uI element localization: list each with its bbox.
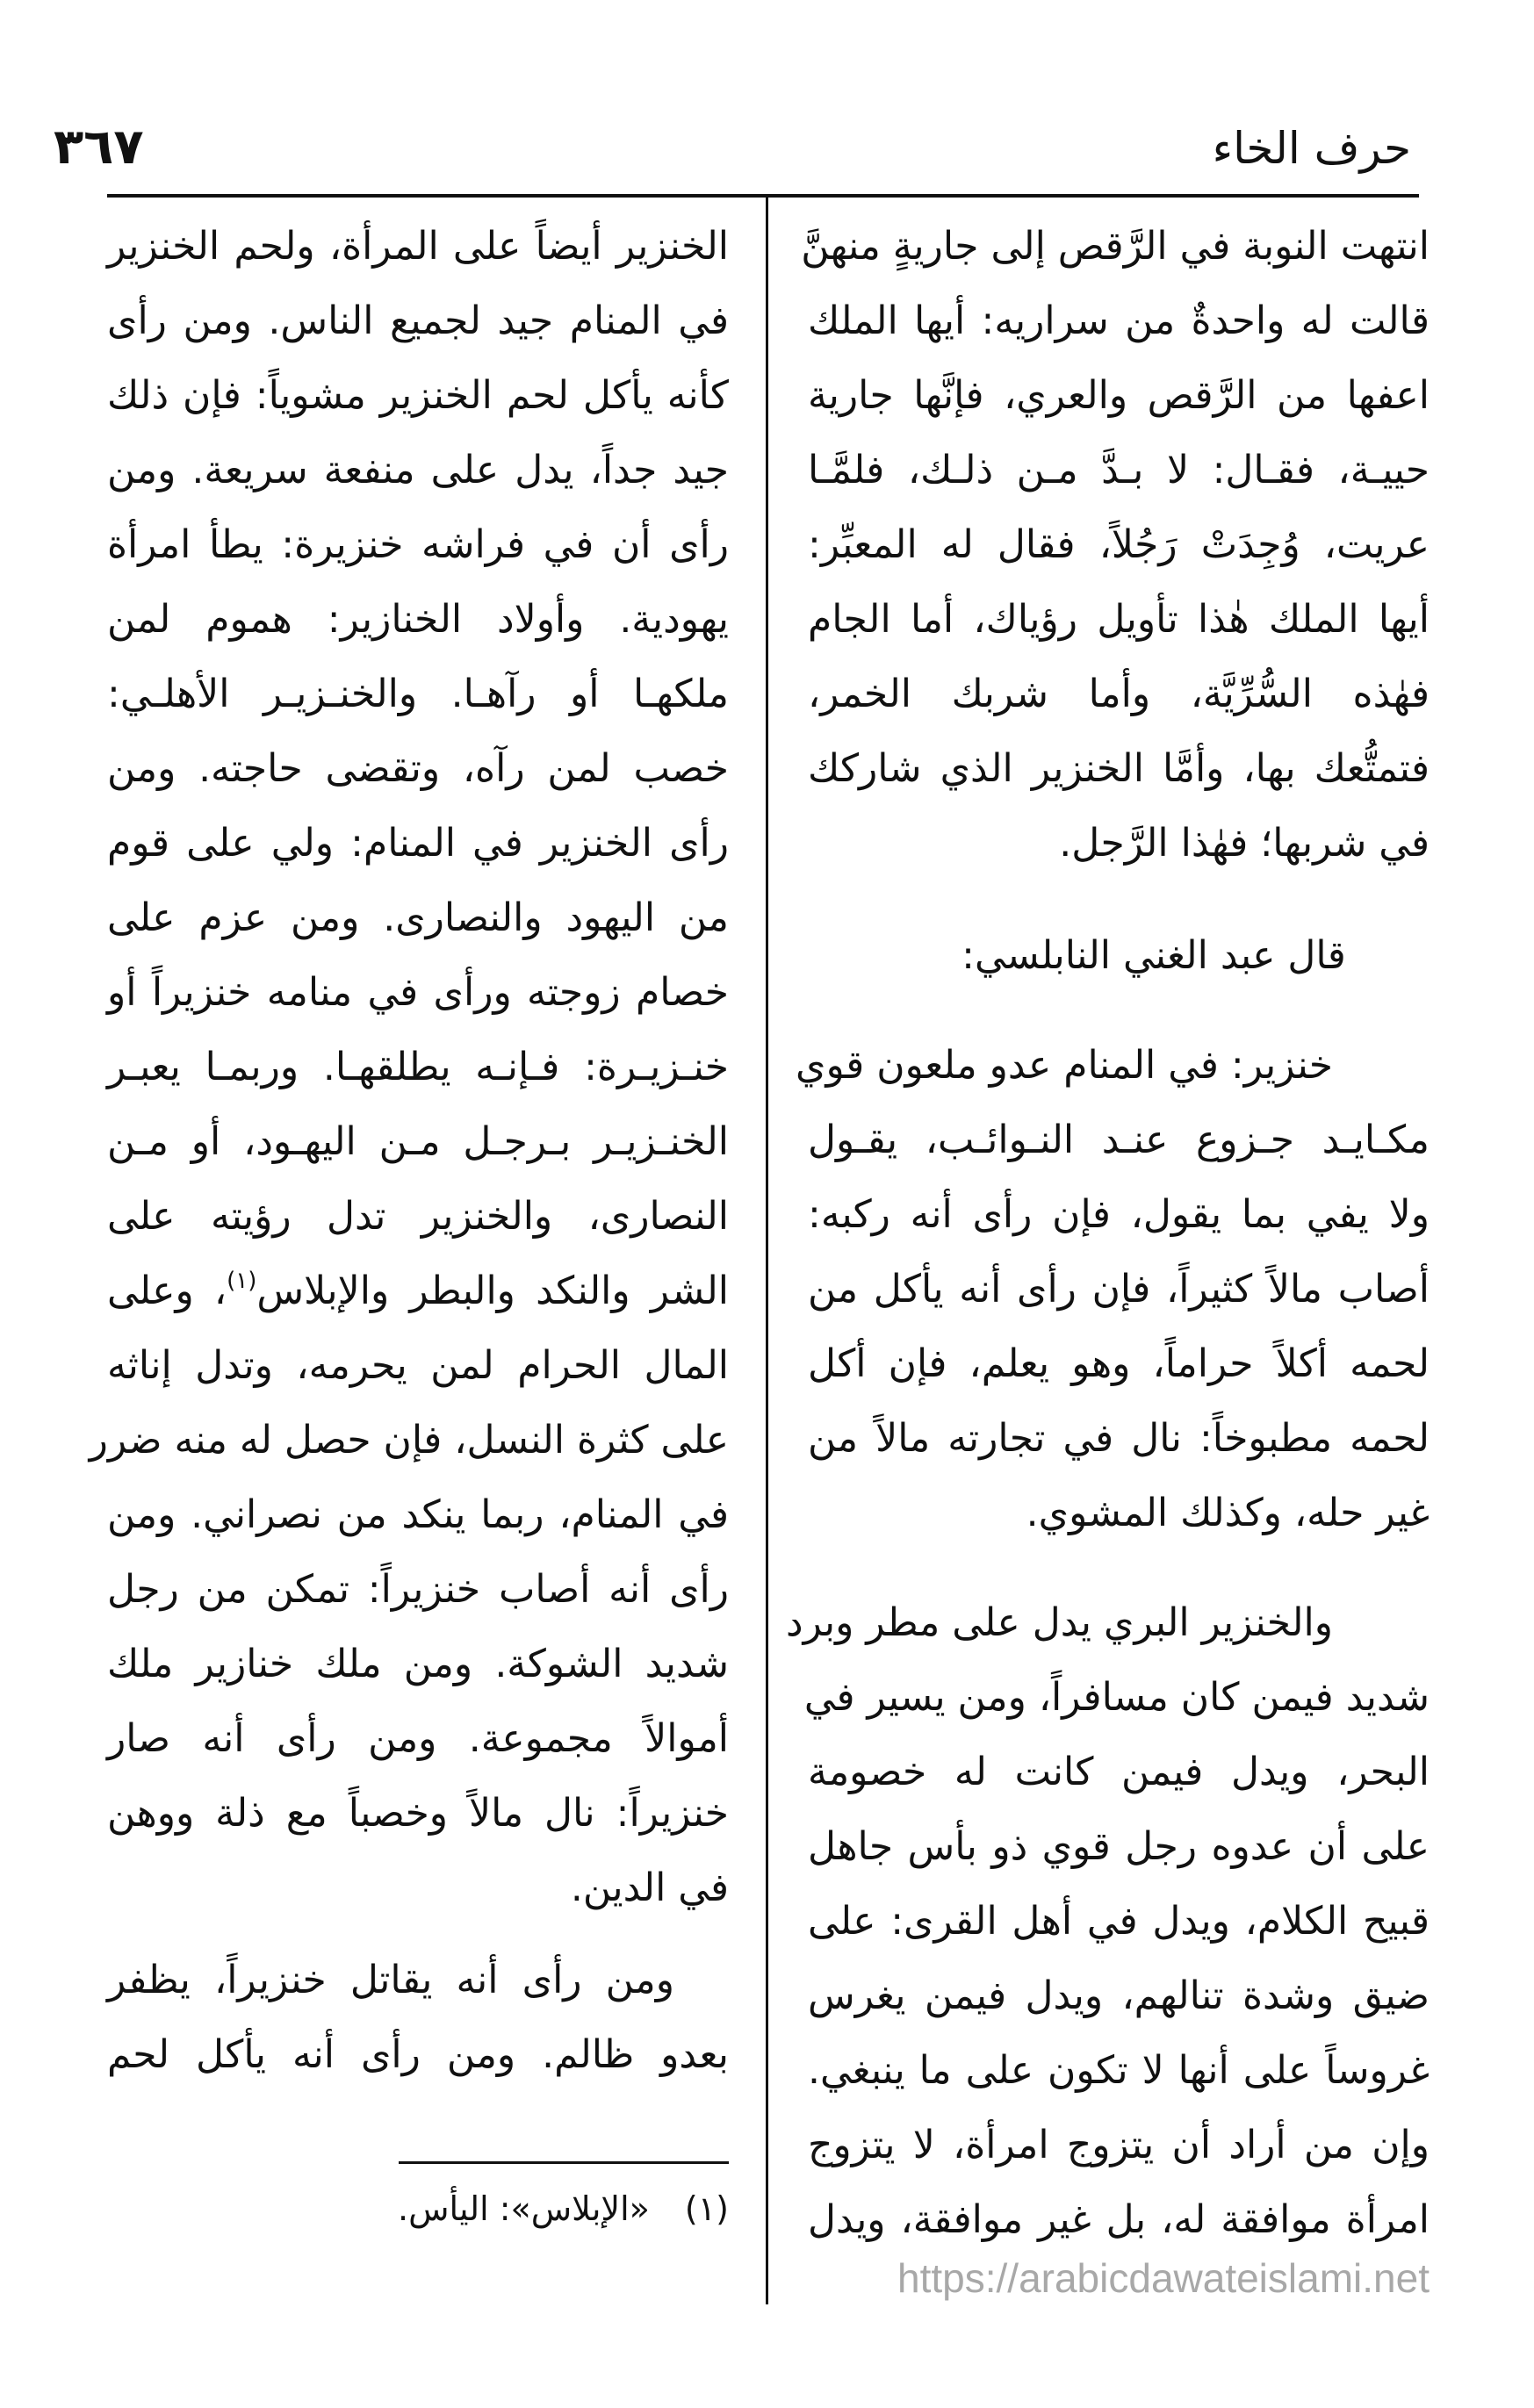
footnote — [107, 2186, 729, 2232]
footnote-text: «الإبلاس»: اليأس. — [398, 2189, 650, 2228]
text-segment: ، وعلى — [107, 1269, 227, 1313]
text-line: رأى أن في فراشه خنزيرة: يطأ امرأة — [107, 522, 729, 567]
text-line: خنزيراً: نال مالاً وخصباً مع ذلة ووهن — [107, 1791, 729, 1836]
text-line: بعدو ظالم. ومن رأى أنه يأكل لحم — [107, 2032, 729, 2077]
text-line: ضيق وشدة تنالهم، ويدل فيمن يغرس — [808, 1973, 1430, 2018]
text-line: على كثرة النسل، فإن حصل له منه ضرر — [89, 1418, 729, 1463]
text-line: في المنام جيد لجميع الناس. ومن رأى — [107, 298, 729, 343]
text-line: خنزير: في المنام عدو ملعون قوي — [796, 1043, 1333, 1088]
right-column — [785, 209, 1430, 2257]
text-line: رأى أنه أصاب خنزيراً: تمكن من رجل — [107, 1567, 729, 1612]
text-line: قبيح الكلام، ويدل في أهل القرى: على — [808, 1899, 1430, 1944]
footnote-marker: (١) — [684, 2189, 729, 2228]
paragraph — [801, 209, 1430, 881]
text-line: حييـة، فقـال: لا بـدَّ مـن ذلـك، فلمَّـا — [808, 448, 1430, 492]
text-line: فهٰذه السُّرِّيَّة، وأما شربك الخمر، — [808, 672, 1430, 716]
text-line: غروساً على أنها لا تكون على ما ينبغي. — [808, 2048, 1430, 2093]
text-line: شديد الشوكة. ومن ملك خنازير ملك — [107, 1642, 729, 1686]
text-line: ولا يفي بما يقول، فإن رأى أنه ركبه: — [808, 1192, 1430, 1237]
text-line: أصاب مالاً كثيراً، فإن رأى أنه يأكل من — [808, 1267, 1430, 1312]
text-segment: الشر والنكد والبطر والإبلاس — [256, 1269, 729, 1313]
text-line: قالت له واحدةٌ من سراريه: أيها الملك — [808, 298, 1430, 343]
text-line: والخنزير البري يدل على مطر وبرد — [785, 1600, 1333, 1645]
text-line: كأنه يأكل لحم الخنزير مشوياً: فإن ذلك — [107, 373, 729, 418]
text-line: البحر، ويدل فيمن كانت له خصومة — [808, 1750, 1430, 1794]
paragraph — [89, 209, 729, 1925]
text-line: امرأة موافقة له، بل غير موافقة، ويدل — [808, 2197, 1430, 2242]
page-number: ٣٦٧ — [54, 119, 144, 176]
paragraph — [107, 1943, 729, 2092]
text-line — [107, 1254, 729, 1328]
text-line: في المنام، ربما ينكد من نصراني. ومن — [107, 1492, 729, 1537]
left-column — [89, 209, 729, 2092]
text-line: من اليهود والنصارى. ومن عزم على — [107, 895, 729, 940]
text-line: شديد فيمن كان مسافراً، ومن يسير في — [803, 1675, 1430, 1720]
text-line: غير حله، وكذلك المشوي. — [1026, 1491, 1430, 1535]
text-line: أيها الملك هٰذا تأويل رؤياك، أما الجام — [808, 597, 1430, 642]
text-line: خنـزيـرة: فـإنـه يطلقهـا. وربمـا يعبـر — [107, 1045, 729, 1089]
text-line: على أن عدوه رجل قوي ذو بأس جاهل — [808, 1824, 1430, 1869]
text-line: الخنـزيـر بـرجـل مـن اليهـود، أو مـن — [107, 1119, 729, 1164]
text-line: أموالاً مجموعة. ومن رأى أنه صار — [107, 1716, 729, 1761]
section-heading: قال عبد الغني النابلسي: — [961, 933, 1346, 978]
text-line: فتمتُّعك بها، وأمَّا الخنزير الذي شاركك — [808, 746, 1430, 791]
text-line: ومن رأى أنه يقاتل خنزيراً، يظفر — [107, 1958, 674, 2002]
text-line: النصارى، والخنزير تدل رؤيته على — [107, 1194, 729, 1239]
text-line: اعفها من الرَّقص والعري، فإنَّها جارية — [808, 373, 1430, 418]
text-line: لحمه أكلاً حراماً، وهو يعلم، فإن أكل — [808, 1341, 1430, 1386]
text-line: مكـايـد جـزوع عنـد النـوائـب، يقـول — [808, 1118, 1430, 1162]
footnote-reference: (١) — [227, 1268, 257, 1294]
footnote-rule — [399, 2161, 729, 2164]
column-divider — [766, 198, 768, 2304]
text-line: رأى الخنزير في المنام: ولي على قوم — [107, 821, 729, 866]
text-line: ملكهـا أو رآهـا. والخنـزيـر الأهلـي: — [107, 672, 729, 716]
text-line: عريت، وُجِدَتْ رَجُلاً، فقال له المعبِّر: — [808, 522, 1430, 567]
text-line: في الدين. — [570, 1865, 729, 1910]
text-line: جيد جداً، يدل على منفعة سريعة. ومن — [107, 448, 729, 492]
text-line: وإن من أراد أن يتزوج امرأة، لا يتزوج — [808, 2123, 1430, 2167]
text-line: الخنزير أيضاً على المرأة، ولحم الخنزير — [107, 224, 729, 269]
paragraph — [785, 1585, 1430, 2257]
watermark-url: https://arabicdawateislami.net — [897, 2255, 1430, 2301]
chapter-title: حرف الخاء — [1212, 123, 1411, 174]
text-line: لحمه مطبوخاً: نال في تجارته مالاً من — [808, 1416, 1430, 1461]
paragraph — [796, 1028, 1430, 1550]
text-line: يهودية. وأولاد الخنازير: هموم لمن — [107, 597, 729, 642]
text-line: المال الحرام لمن يحرمه، وتدل إناثه — [107, 1343, 729, 1388]
header-rule — [107, 194, 1419, 198]
text-line: خصب لمن رآه، وتقضى حاجته. ومن — [107, 746, 729, 791]
text-line: في شربها؛ فهٰذا الرَّجل. — [1059, 821, 1430, 866]
text-line: انتهت النوبة في الرَّقص إلى جاريةٍ منهنَّ — [801, 224, 1430, 269]
text-line: خصام زوجته ورأى في منامه خنزيراً أو — [107, 970, 729, 1015]
